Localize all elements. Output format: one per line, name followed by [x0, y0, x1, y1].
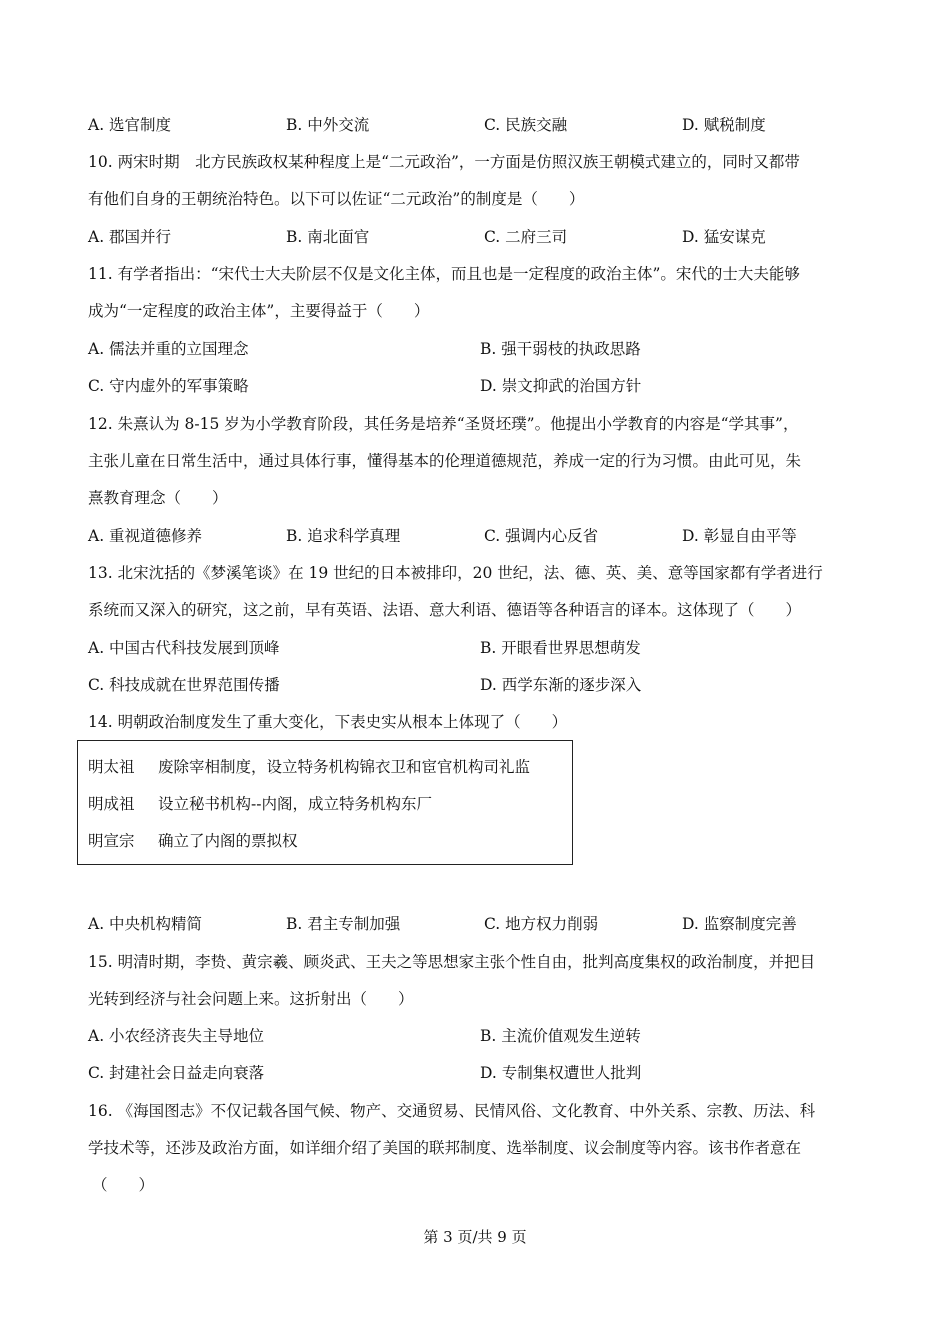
q14-table-row [88, 831, 298, 851]
q14-stem-line1: 14. 明朝政治制度发生了重大变化，下表史实从根本上体现了（ ） [88, 713, 568, 731]
q14-fact: 确立了内阁的票拟权 [158, 832, 298, 850]
q13-stem-line2: 系统而又深入的研究，这之前，早有英语、法语、意大利语、德语等各种语言的译本。这体现了（ ） [88, 601, 802, 619]
q13-option-b: B. 开眼看世界思想萌发 [480, 639, 641, 657]
q15-stem-line2: 光转到经济与社会问题上来。这折射出（ ） [88, 990, 414, 1008]
q10-option-a: A. 郡国并行 [88, 228, 172, 246]
q9-option-b: B. 中外交流 [286, 116, 370, 134]
q11-stem-line2: 成为“一定程度的政治主体”，主要得益于（ ） [88, 302, 430, 320]
q14-option-c: C. 地方权力削弱 [484, 915, 599, 933]
q11-stem-line1: 11. 有学者指出：“宋代士大夫阶层不仅是文化主体，而且也是一定程度的政治主体”。宋代的士大夫能够 [88, 265, 800, 283]
q12-option-b: B. 追求科学真理 [286, 527, 401, 545]
q15-stem-line1: 15. 明清时期，李贽、黄宗羲、顾炎武、王夫之等思想家主张个性自由，批判高度集权的政治制度，并把目 [88, 953, 816, 971]
q16-stem-line1: 16. 《海国图志》不仅记载各国气候、物产、交通贸易、民情风俗、文化教育、中外关系、宗教、历法、科 [88, 1102, 816, 1120]
q14-option-a: A. 中央机构精简 [88, 915, 203, 933]
q14-fact: 设立秘书机构--内阁，成立特务机构东厂 [158, 795, 432, 813]
q13-option-d: D. 西学东渐的逐步深入 [480, 676, 642, 694]
q10-stem-line1: 10. 两宋时期 北方民族政权某种程度上是“二元政治”，一方面是仿照汉族王朝模式建立的，同时又都带 [88, 153, 800, 171]
q13-stem-line1: 13. 北宋沈括的《梦溪笔谈》在 19 世纪的日本被排印，20 世纪，法、德、英、美、意等国家都有学者进行 [88, 564, 823, 582]
q9-option-d: D. 赋税制度 [682, 116, 766, 134]
q11-option-c: C. 守内虚外的军事策略 [88, 377, 249, 395]
q14-option-d: D. 监察制度完善 [682, 915, 797, 933]
q12-option-d: D. 彰显自由平等 [682, 527, 797, 545]
q14-table-row [88, 757, 530, 777]
q12-stem-line1: 12. 朱熹认为 8-15 岁为小学教育阶段，其任务是培养“圣贤坯璞”。他提出小学教育的内容是“学其事”， [88, 415, 799, 433]
q13-option-c: C. 科技成就在世界范围传播 [88, 676, 280, 694]
q10-option-c: C. 二府三司 [484, 228, 568, 246]
q12-option-c: C. 强调内心反省 [484, 527, 599, 545]
q10-stem-line2: 有他们自身的王朝统治特色。以下可以佐证“二元政治”的制度是（ ） [88, 190, 585, 208]
q15-option-b: B. 主流价值观发生逆转 [480, 1027, 641, 1045]
q10-option-d: D. 猛安谋克 [682, 228, 766, 246]
q14-fact: 废除宰相制度，设立特务机构锦衣卫和宦官机构司礼监 [158, 758, 531, 776]
q11-option-d: D. 崇文抑武的治国方针 [480, 377, 642, 395]
q15-option-c: C. 封建社会日益走向衰落 [88, 1064, 265, 1082]
q14-emperor: 明宣宗 [88, 832, 135, 850]
q16-stem-line2: 学技术等，还涉及政治方面，如详细介绍了美国的联邦制度、选举制度、议会制度等内容。该书作者意在 [88, 1139, 802, 1157]
q12-stem-line2: 主张儿童在日常生活中，通过具体行事，懂得基本的伦理道德规范，养成一定的行为习惯。由此可见，朱 [88, 452, 802, 470]
q11-option-b: B. 强干弱枝的执政思路 [480, 340, 641, 358]
q9-option-a: A. 选官制度 [88, 116, 172, 134]
q12-stem-line3: 熹教育理念（ ） [88, 489, 228, 507]
q11-option-a: A. 儒法并重的立国理念 [88, 340, 249, 358]
q14-table-row [88, 794, 432, 814]
q14-emperor: 明太祖 [88, 758, 135, 776]
page-footer: 第 3 页/共 9 页 [423, 1228, 527, 1246]
q15-option-d: D. 专制集权遭世人批判 [480, 1064, 642, 1082]
q14-emperor: 明成祖 [88, 795, 135, 813]
q15-option-a: A. 小农经济丧失主导地位 [88, 1027, 265, 1045]
q16-stem-line3: （ ） [92, 1176, 155, 1194]
q14-history-table [77, 740, 573, 865]
q13-option-a: A. 中国古代科技发展到顶峰 [88, 639, 280, 657]
q12-option-a: A. 重视道德修养 [88, 527, 203, 545]
q9-option-c: C. 民族交融 [484, 116, 568, 134]
q10-option-b: B. 南北面官 [286, 228, 370, 246]
q14-option-b: B. 君主专制加强 [286, 915, 401, 933]
